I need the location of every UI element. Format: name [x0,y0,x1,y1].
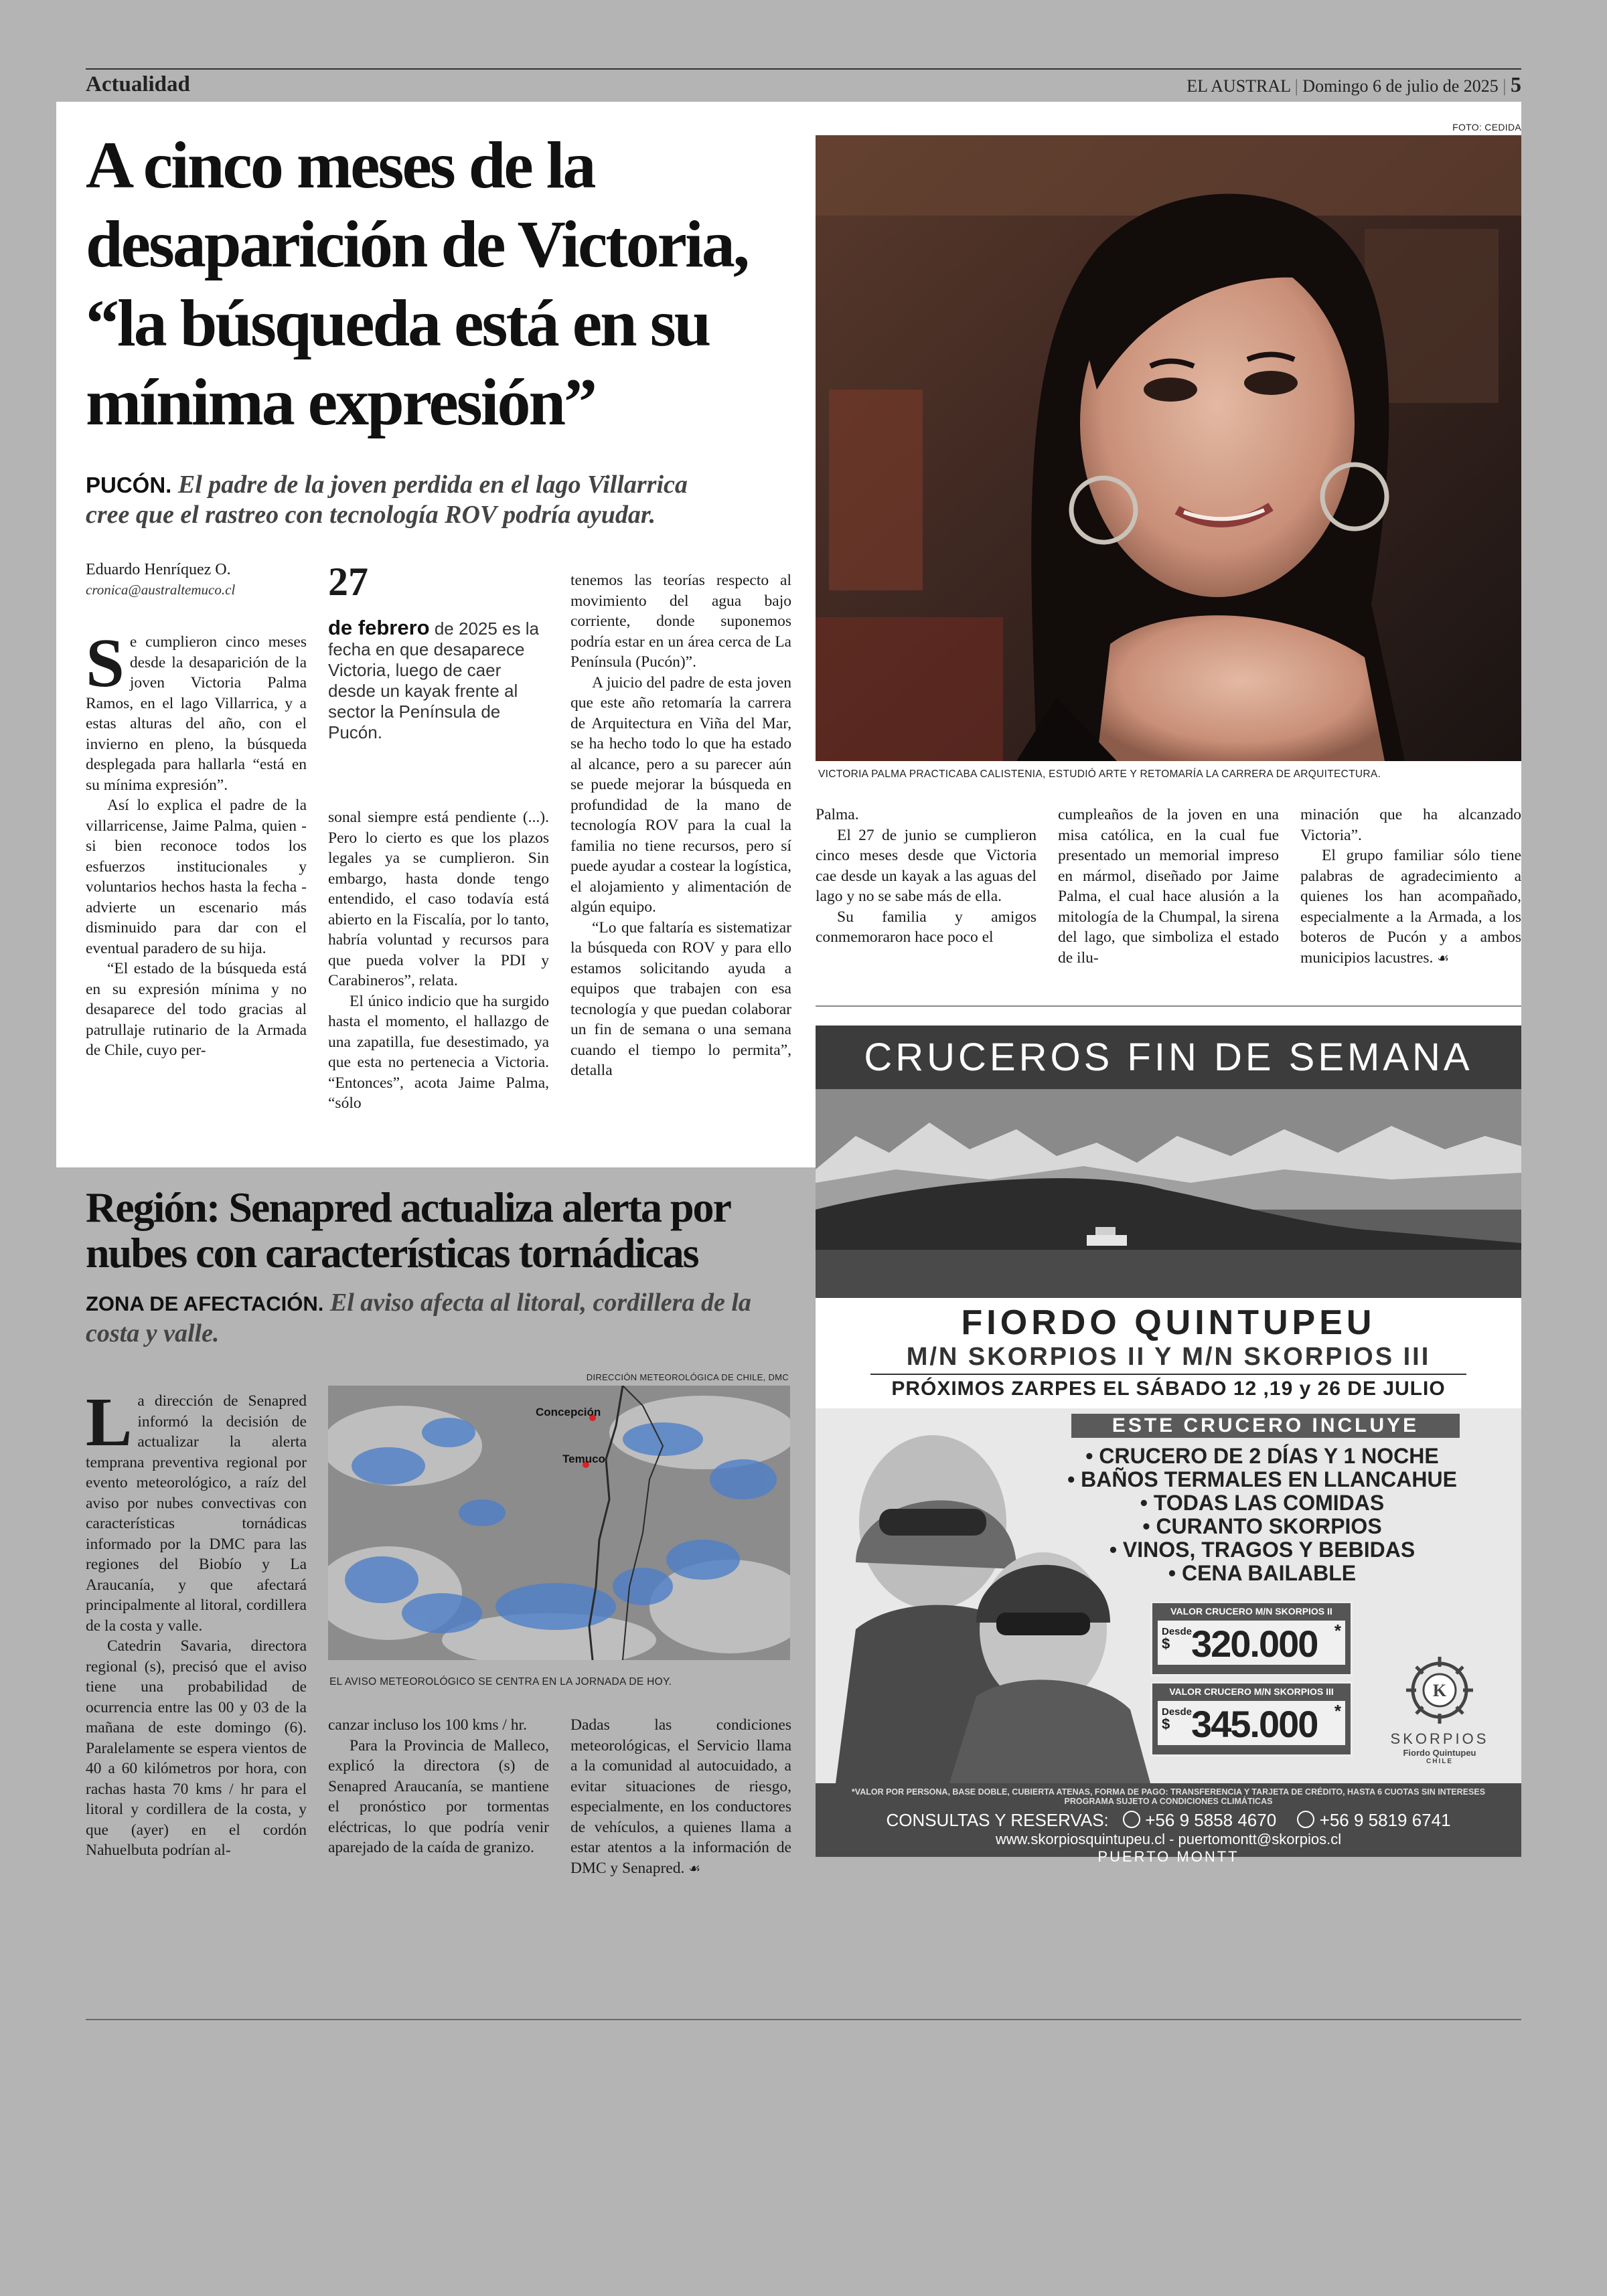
ad-city: PUERTO MONTT [1097,1848,1239,1865]
section-label: Actualidad [86,72,190,96]
article1-col1: Se cumplieron cinco meses desde la desaparición de la joven Victoria Palma Ramos, en el lago Villarrica, y a estas alturas del año, con el invierno en pleno, la búsqueda desplegada para hallarla “está en su mínima expresión”. Así lo explica el padre de la villarricense, Jaime Palma, quien - si bien reconoce todos los esfuerzos institucionales y voluntarios hechos hasta la fecha - advierte un escenario más disminuido para dar con el eventual paradero de su hija. “El estado de la búsqueda está en su expresión mínima y no desaparece del todo gracias al patrullaje rutinario de la Armada de Chile, cuyo per- [86,625,307,1059]
satellite-map [328,1386,790,1660]
end-mark: ☙ [1437,949,1450,966]
ad-footer: *VALOR POR PERSONA, BASE DOBLE, CUBIERTA ATENAS, FORMA DE PAGO: TRANSFERENCIA Y TARJETA DE CRÉDITO, HASTA 6 CUOTAS SIN INTERESES PROGRAMA SUJETO A CONDICIONES CLIMÁTICAS CONSULTAS Y RESERVAS: +56 9 5858 4670 +56 9 5819 6741 www.skorpiosquintupeu.cl - puertomontt@skorpios.cl PUERTO MONTT [816,1783,1521,1857]
includes-item: • TODAS LAS COMIDAS [1140,1491,1385,1515]
victoria-photo [816,135,1521,761]
svg-text:Temuco: Temuco [562,1453,605,1465]
ship-wheel-icon [1403,1653,1476,1727]
includes-item: • CENA BAILABLE [1168,1561,1357,1585]
paper-name: EL AUSTRAL [1187,76,1291,96]
portrait-image [816,135,1521,761]
satellite-image [328,1386,790,1660]
byline [86,561,235,598]
svg-text:Concepción: Concepción [536,1406,601,1418]
header-rule [86,68,1521,70]
ad-dates: PRÓXIMOS ZARPES EL SÁBADO 12 ,19 y 26 DE JULIO [891,1378,1446,1400]
price-box-2: VALOR CRUCERO M/N SKORPIOS III Desde $ 345.000 * [1150,1682,1353,1756]
mountains-image [816,1089,1521,1298]
article1-headline: A cinco meses de la desaparición de Victoria, “la búsqueda está en su mínima expresión” [86,128,748,439]
fact-number: 27 [328,560,368,604]
article2-deck: ZONA DE AFECTACIÓN. El aviso afecta al litoral, cordillera de la costa y valle. [86,1289,751,1347]
skorpios-logo: K SKORPIOS Fiordo Quintupeu CHILE [1373,1653,1507,1765]
svg-text:K: K [1432,1681,1447,1700]
article1-col3: tenemos las teorías respecto al movimiento del agua bajo corriente, donde suponemos podría estar en un área cerca de La Península (Pucón)”. A juicio del padre de esta joven que este año retomaría la carrera de Arquitectura en Viña del Mar, se ha hecho todo lo que ha estado al alcance, pero a su parecer aún se puede mejorar la búsqueda en profundidad de la mano de tecnología ROV para la cual la familia no tiene recursos, pero sí puede ayudar a costear la logística, el alojamiento y alimentación de algún equipo. “Lo que faltaría es sistematizar la búsqueda con ROV y para ello estamos solicitando ayuda a equipos que trabajen con esa tecnología y que puedan colaborar un fin de semana o una semana cuando el tiempo lo permita”, detalla [570,572,791,1079]
ad-web: www.skorpiosquintupeu.cl - puertomontt@skorpios.cl [995,1831,1342,1848]
price-1: 320.000 [1191,1623,1318,1665]
article1-deck: PUCÓN. El padre de la joven perdida en el lago Villarrica cree que el rastreo con tecnología ROV podría ayudar. [86,471,688,529]
article1-col2: sonal siempre está pendiente (...). Pero lo cierto es que los plazos legales ya se cumplieron. Sin embargo, hasta donde tengo entendido, el caso todavía está abierto en la Fiscalía, por lo tanto, habría voluntad y recursos para que pueda volver la PDI y Carabineros”, relata. El único indicio que ha surgido hasta el momento, el hallazgo de una zapatilla, fue desestimado, ya que esta no pertenecia a Victoria. “Entonces”, acota Jaime Palma, “sólo [328,809,549,1112]
ad-ships: M/N SKORPIOS II Y M/N SKORPIOS III [906,1343,1431,1371]
folio: EL AUSTRAL | Domingo 6 de julio de 2025 | 5 [1187,72,1521,96]
whatsapp-icon [1123,1811,1140,1828]
phone-2: +56 9 5819 6741 [1319,1810,1451,1830]
includes-item: • CURANTO SKORPIOS [1142,1514,1382,1538]
article1-col5: cumpleaños de la joven en una misa católica, en la cual fue presentado un memorial impreso en mármol, diseñado por Jaime Palma, el cual hace alusión a la mitología de la Chumpal, la sirena del lago, que simboliza el estado de ilu- [1058,806,1279,967]
fact-text: de 2025 es la fecha en que desaparece Victoria, luego de caer desde un kayak frente al sector la Península de Pucón. [328,619,539,742]
footer-rule [86,2019,1521,2020]
price-box-1: VALOR CRUCERO M/N SKORPIOS II Desde $ 320.000 * [1150,1601,1353,1676]
drop-cap: S [86,625,125,702]
whatsapp-icon [1297,1811,1314,1828]
photo-caption: VICTORIA PALMA PRACTICABA CALISTENIA, ESTUDIÓ ARTE Y RETOMARÍA LA CARRERA DE ARQUITECTURA. [818,768,1381,780]
includes-item: • VINOS, TRAGOS Y BEBIDAS [1109,1538,1415,1562]
article2-col1: La dirección de Senapred informó la decisión de actualizar la alerta temprana preventiva regional por evento meteorológico, a raíz del aviso por nubes convectivas con características tornádicas informado por la DMC para las regiones del Biobío y La Araucanía, y que afectará principalmente al litoral, cordillera de la costa y valle. Catedrin Savaria, directora regional (s), precisó que el aviso tiene una probabilidad de ocurrencia entre las 00 y 03 de la mañana de este domingo (6). Paralelamente se espera vientos de 40 a 60 kilómetros por hora, con rachas hasta 70 kms / hr para el litoral y cordillera de la costa, y que (ayer) en el cordón Nahuelbuta podrían al- [86,1384,307,1859]
contact-line: CONSULTAS Y RESERVAS: +56 9 5858 4670 +56 9 5819 6741 [886,1810,1451,1830]
ad-landscape-photo [816,1089,1521,1298]
includes-item: • BAÑOS TERMALES EN LLANCAHUE [1067,1467,1457,1491]
issue-date: Domingo 6 de julio de 2025 [1302,76,1499,96]
phone-1: +56 9 5858 4670 [1145,1810,1277,1830]
photo-credit: FOTO: CEDIDA [1452,122,1521,133]
map-credit: DIRECCIÓN METEOROLÓGICA DE CHILE, DMC [586,1372,789,1382]
price-2: 345.000 [1191,1703,1318,1745]
ad-banner: CRUCEROS FIN DE SEMANA [816,1026,1521,1089]
ad-title: FIORDO QUINTUPEU [961,1303,1376,1342]
article1-col4: Palma. El 27 de junio se cumplieron cinco meses desde que Victoria cae desde un kayak a las aguas del lago y no se sabe más de ella. Su familia y amigos conmemoraron hace poco el [816,806,1037,946]
article2-headline: Región: Senapred actualiza alerta por nubes con características tornádicas [86,1183,731,1277]
article2-col2: canzar incluso los 100 kms / hr. Para la Provincia de Malleco, explicó la directora (s) de Senapred Araucanía, se mantiene el pronóstico por tormentas eléctricas, lo que podría venir aparejado de la caída de granizo. [328,1716,549,1856]
fact-box [328,561,549,743]
article1-kicker: PUCÓN. [86,473,172,497]
author-name: Eduardo Henríquez O. [86,561,231,578]
drop-cap: L [86,1384,133,1461]
page-number: 5 [1511,72,1521,96]
article2-kicker: ZONA DE AFECTACIÓN. [86,1292,324,1315]
includes-list [1004,1445,1520,1585]
includes-item: • CRUCERO DE 2 DÍAS Y 1 NOCHE [1085,1444,1439,1468]
fact-bold: de febrero [328,616,430,639]
article2-col3: Dadas las condiciones meteorológicas, el Servicio llama a la comunidad al autocuidado, a evitar situaciones de riesgo, especialmente, en los conductores de vehículos, a quienes llama a estar atentos a la información de DMC y Senapred. ☙ [570,1716,791,1877]
author-email: cronica@australtemuco.cl [86,582,236,598]
ad-rule [816,1005,1521,1007]
article1-col6: minación que ha alcanzado Victoria”. El grupo familiar sólo tiene palabras de agradecimiento a quienes los han acompañado, especialmente a la Armada, a los boteros de Pucón y a ambos municipios lacustres. ☙ [1300,806,1521,967]
end-mark: ☙ [688,1860,701,1876]
includes-title: ESTE CRUCERO INCLUYE [1112,1414,1420,1437]
map-caption: EL AVISO METEOROLÓGICO SE CENTRA EN LA JORNADA DE HOY. [329,1676,672,1688]
